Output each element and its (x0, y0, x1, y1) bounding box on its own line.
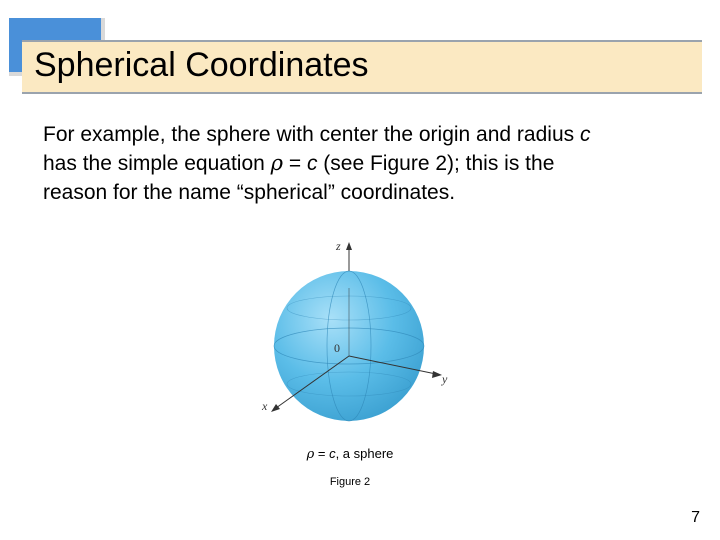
body-paragraph (43, 120, 683, 207)
z-axis-label: z (336, 239, 341, 253)
body-line-2 (43, 149, 683, 178)
z-axis-arrow (346, 242, 352, 250)
caption-equals: = (314, 446, 330, 461)
rho-symbol: ρ (270, 151, 284, 175)
x-axis-label: x (262, 399, 268, 413)
equals-sign: = (283, 152, 307, 175)
sphere-diagram (246, 228, 456, 428)
y-axis-label: y (442, 372, 448, 386)
caption-rho: ρ (306, 447, 315, 462)
c-variable: c (306, 152, 318, 175)
body-line-1-text: For example, the sphere with center the origin and radius (43, 123, 580, 146)
y-axis-arrow (432, 371, 442, 378)
figure-caption (200, 446, 500, 463)
body-line-3: reason for the name “spherical” coordinates. (43, 181, 456, 204)
radius-variable: c (579, 123, 591, 146)
body-line-2-text: has the simple equation (43, 152, 271, 175)
sphere-figure (246, 228, 456, 428)
caption-c: c (329, 446, 336, 461)
slide-title: Spherical Coordinates (34, 46, 369, 84)
caption-text: , a sphere (335, 446, 394, 461)
figure-label: Figure 2 (329, 476, 371, 488)
page-number: 7 (691, 509, 700, 526)
origin-label: 0 (334, 341, 340, 355)
body-line-2-tail: (see Figure 2); this is the (317, 152, 555, 175)
x-axis-arrow (271, 404, 280, 412)
body-line-1 (43, 120, 683, 149)
